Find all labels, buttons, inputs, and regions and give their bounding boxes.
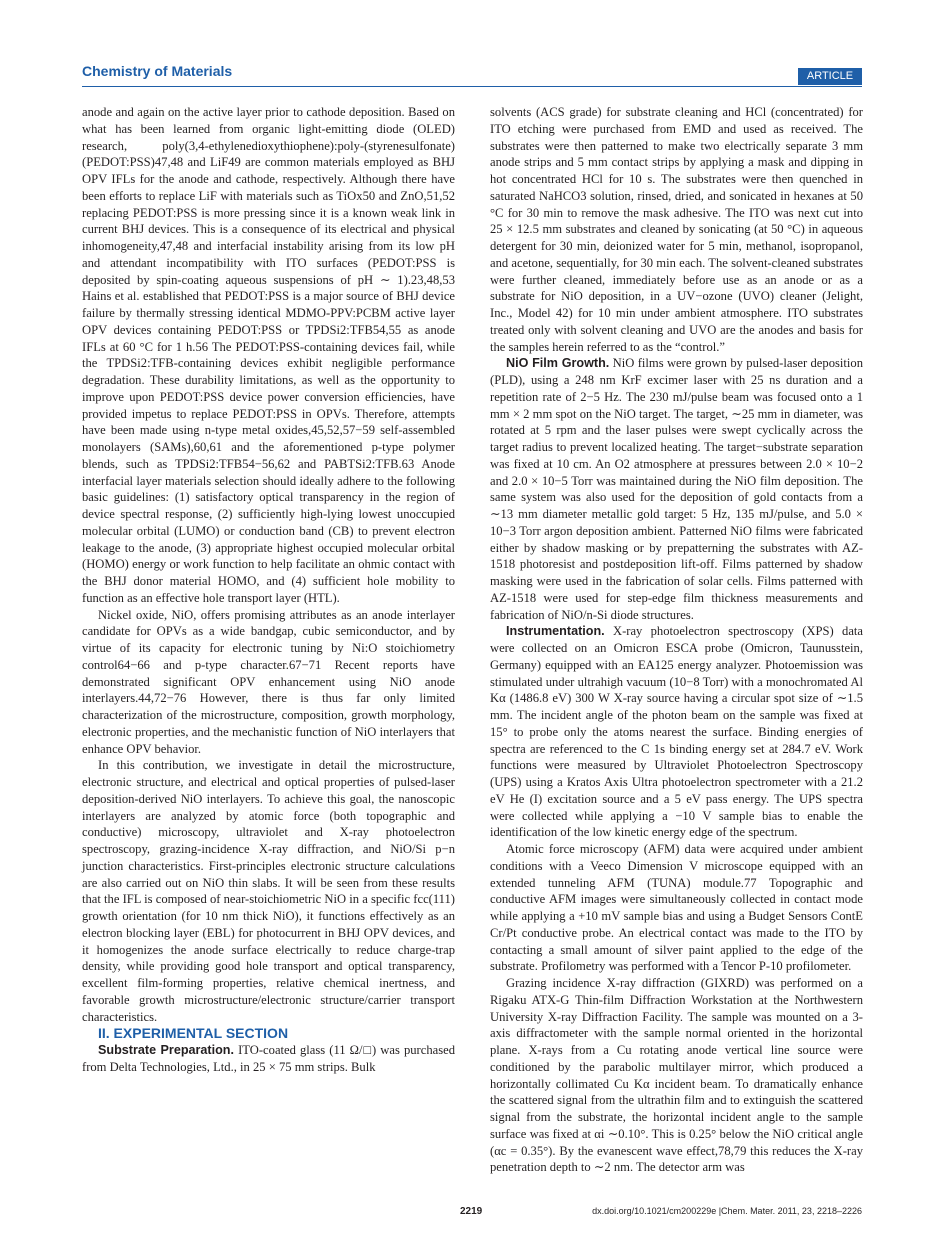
run-in-heading: Substrate Preparation. — [98, 1043, 235, 1057]
paragraph — [82, 1042, 455, 1076]
paragraph-text: ITO-coated glass (11 Ω/□) was purchased from Delta Technologies, Ltd., in 25 × 75 mm strips. Bulk — [82, 1043, 456, 1074]
header-rule — [82, 86, 862, 87]
right-column — [490, 104, 863, 1176]
left-column — [82, 104, 455, 1076]
paragraph: anode and again on the active layer prior to cathode deposition. Based on what has been learned from organic light-emitting diode (OLED) research, poly(3,4-ethylenedioxythiophene):poly-(styrenesulfonate) (PEDOT:PSS)47,48 and LiF49 are common materials employed as BHJ OPV IFLs for the anode and cathode, respectively. Although there have been efforts to replace LiF with materials such as TiOx50 and ZnO,51,52 replacing PEDOT:PSS is more pressing since it is a known weak link in current BHJ devices. This is a consequence of its electrical and physical inhomogeneity,47,48 and interfacial instability arising from its low pH and attendant incompatibility with ITO surfaces (PEDOT:PSS is deposited by spin-coating aqueous suspensions of pH ∼ 1).23,48,53 Hains et al. established that PEDOT:PSS is a major source of BHJ device failure by thermally stressing identical MDMO-PPV:PCBM active layer OPV devices containing PEDOT:PSS or TPDSi2:TFB54,55 as anode IFLs at 60 °C for 1 h.56 The PEDOT:PSS-containing devices fail, while the TPDSi2:TFB-containing devices exhibit negligible performance degradation. These durability limitations, as well as the opportunity to improve upon PEDOT:PSS device power conversion efficiencies, have provided impetus to replace PEDOT:PSS in OPVs. Therefore, attempts have been made using n-type metal oxides,45,52,57−59 self-assembled monolayers (SAMs),60,61 and the aforementioned p-type polymer blends, such as TPDSi2:TFB54−56,62 and PABTSi2:TFB.63 Anode interfacial layer materials selection should ideally adhere to the following basic guidelines: (1) satisfactory optical transparency in the region of device spectral response, (2) sufficiently high-lying lowest unoccupied molecular orbital (LUMO) or conduction band (CB) to prevent electron leakage to the anode, (3) appropriate highest occupied molecular orbital (HOMO) energy or work function to help facilitate an ohmic contact with the BHJ donor material HOMO, and (4) sufficient hole mobility to function as an effective hole transport layer (HTL). — [82, 105, 455, 605]
paragraph — [490, 355, 863, 623]
article-type-badge: ARTICLE — [798, 68, 862, 85]
paragraph-text: NiO films were grown by pulsed-laser deposition (PLD), using a 248 nm KrF excimer laser with 25 ns duration and a repetition rate of 2−5 Hz. The 230 mJ/pulse beam was focused onto a 1 mm × 2 mm spot on the NiO target. The target, ∼25 mm in diameter, was rotated at 5 rpm and the laser pulses were swept cyclically across the target radius to prevent localized heating. The target−substrate separation was fixed at 10 cm. An O2 atmosphere at pressures between 2.0 × 10−2 and 2.0 × 10−5 Torr was maintained during the NiO film deposition. The same system was also used for the deposition of gold contacts from a ∼13 mm diameter metallic gold target: 5 Hz, 135 mJ/pulse, and 5.0 × 10−3 Torr argon deposition ambient. Patterned NiO films were fabricated either by shadow masking or by prepatterning the substrates with AZ-1518 photoresist and postdeposition lift-off. Films patterned by shadow masking were used in the fabrication of solar cells. Films patterned with AZ-1518 were used for step-edge film thickness measurements and fabrication of NiO/n-Si diode structures. — [490, 356, 863, 622]
paragraph: Grazing incidence X-ray diffraction (GIXRD) was performed on a Rigaku ATX-G Thin-film Diffraction Workstation at the Northwestern University X-ray Diffraction Facility. The sample was mounted on a 3-axis diffractometer with the sample normal oriented in the horizontal plane. X-rays from a Cu rotating anode vertical line source were conditioned by the parabolic multilayer mirror, which produced a horizontally collimated Cu Kα incident beam. To dramatically enhance the scattered signal from the ultrathin film and to extinguish the scattered signal from the substrate, the horizontal incident angle to the sample surface was fixed at αi ∼0.10°. This is 0.25° below the NiO critical angle (αc = 0.35°). By the evanescent wave effect,78,79 this reduces the X-ray penetration depth to ∼2 nm. The detector arm was — [490, 976, 863, 1175]
doi-citation: dx.doi.org/10.1021/cm200229e |Chem. Mater. 2011, 23, 2218–2226 — [592, 1206, 862, 1216]
paragraph: Atomic force microscopy (AFM) data were acquired under ambient conditions with a Veeco Dimension V microscope equipped with an extended tunneling AFM (TUNA) module.77 Topographic and conductive AFM images were simultaneously collected in contact mode while applying a +10 mV sample bias and using a Budget Sensors ContE Cr/Pt conductive probe. An electrical contact was made to the ITO by contacting a small amount of silver paint applied to the edge of the substrate. Profilometry was performed with a Tencor P-10 profilometer. — [490, 842, 863, 974]
paragraph: Nickel oxide, NiO, offers promising attributes as an anode interlayer candidate for OPVs as a wide bandgap, cubic semiconductor, and by virtue of its capacity for electronic tuning by Ni:O stoichiometry control64−66 and p-type character.67−71 Recent reports have demonstrated significant OPV enhancement using NiO anode interlayers.44,72−76 However, there is thus far only limited characterization of the microstructure, composition, growth morphology, electronic properties, and the mechanistic function of NiO interlayers that enhance OPV behavior. — [82, 607, 455, 756]
section-heading: II. EXPERIMENTAL SECTION — [98, 1025, 289, 1042]
page-number: 2219 — [460, 1206, 483, 1217]
paragraph-text: X-ray photoelectron spectroscopy (XPS) data were collected on an Omicron ESCA probe (Omicron, Taunusstein, Germany) equipped with an EA125 energy analyzer. Photoemission was stimulated under ultrahigh vacuum (10−8 Torr) with a monochromated Al Kα (1486.8 eV) 300 W X-ray source having a circular spot size of ∼1.5 mm. The incident angle of the photon beam on the sample was fixed at 15° to probe only the atoms nearest the surface. Binding energies of spectra are referenced to the C 1s binding energy set at 284.7 eV. Work functions were measured by Ultraviolet Photoelectron Spectroscopy (UPS) using a Kratos Axis Ultra photoelectron spectrometer with a 21.2 eV He (I) excitation source and a 5 eV pass energy. The UPS spectra were collected while applying a −10 V sample bias to enable the identification of the low kinetic energy edge of the spectrum. — [490, 624, 863, 840]
journal-title: Chemistry of Materials — [82, 63, 233, 79]
run-in-heading: Instrumentation. — [506, 624, 605, 639]
paragraph — [490, 623, 863, 841]
paragraph: In this contribution, we investigate in detail the microstructure, electronic structure, and electrical and optical properties of pulsed-laser deposition-derived NiO interlayers. To achieve this goal, the nanoscopic interlayers are analyzed by atomic force (both topographic and conductive) microscopy, ultraviolet and X-ray photoelectron spectroscopy, grazing-incidence X-ray diffraction, and NiO/Si p−n junction characteristics. First-principles electronic structure calculations are also carried out on NiO thin slabs. It will be seen from these results that the IFL is composed of near-stoichiometric NiO in a specific fcc(111) growth orientation (for 10 nm thick NiO), it functions effectively as an electron blocking layer (EBL) for photocurrent in BHJ OPV devices, and it homogenizes the anode surface electrically to reduce charge-trap density, while providing good hole transport and optical transparency, excellent film-forming properties, relative chemical inertness, and favorable growth microstructure/electronic structure/carrier transport characteristics. — [82, 758, 455, 1024]
run-in-heading: NiO Film Growth. — [506, 356, 610, 371]
paragraph: solvents (ACS grade) for substrate cleaning and HCl (concentrated) for ITO etching were purchased from EMD and used as received. The substrates were then patterned to make two electrically separate 3 mm anode strips and 5 mm contact strips by applying a mask and dipping in hot concentrated HCl for 10 s. The substrates were then quenched in saturated NaHCO3 solution, rinsed, dried, and sonicated in hexanes at 50 °C for 30 min to remove the mask adhesive. The ITO was next cut into 25 × 12.5 mm substrates and cleaned by sonicating (at 50 °C) in aqueous detergent for 30 min, deionized water for 5 min, methanol, isopropanol, and acetone, sequentially, for 30 min each. The solvent-cleaned substrates were further cleaned, immediately before use as an anode or as a substrate for NiO deposition, in a UV−ozone (UVO) cleaner (Jelight, Inc., Model 42) for 10 min under ambient atmosphere. ITO substrates treated only with solvent cleaning and UVO are the anodes and basis for the samples herein referred to as the “control.” — [490, 105, 863, 354]
